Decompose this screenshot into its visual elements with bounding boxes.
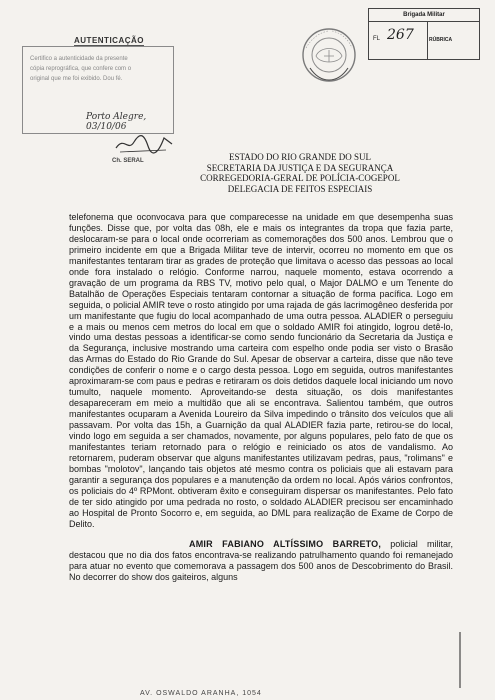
document-body bbox=[69, 212, 453, 582]
header-line-state: ESTADO DO RIO GRANDE DO SUL bbox=[228, 152, 372, 162]
document-header bbox=[180, 152, 420, 194]
authentication-line-3: original que me foi exibido. Dou fé. bbox=[30, 76, 123, 82]
authentication-stamp bbox=[22, 30, 172, 164]
body-paragraph-1: telefonema que oconvocava para que comparecesse na unidade em que desempenha suas funções. Disse que, por volta das 08h, ele e mais os integrantes da tropa que fazia parte, deslocaram-se para o local onde ocorreriam as comemorações dos 500 anos. Lembrou que o primeiro incidente em que a Brigada Militar teve de intervir, ocorreu no momento em que os manifestantes tentaram tirar as grades de proteção que limitava o acesso das pessoas ao local onde fora instalado o relógio. Conforme narrou, naquele momento, estava ocorrendo a gravação de um programa da RBS TV, motivo pelo qual, o Major DALMO e um Tenente do Batalhão de Operações Especiais tentaram contornar a situação de forma pacífica. Logo em seguida, o policial AMIR teve o rosto atingido por uma rajada de gás lacrimogêneo desferida por um manifestante que fugiu do local acompanhado de uma outra pessoa. ALADIER o perseguiu e a mais ou menos cem metros do local em que o soldado AMIR foi atingido, logrou detê-lo, vindo uma destas pessoas a identificar-se como sendo funcionário da Secretaria da Justiça e da Segurança, inclusive mostrando uma carteira com espelho onde podia ser visto o Brasão das Armas do Estado do Rio Grande do Sul. Apesar de observar a carteira, disse que não teve condições de conferir o nome e o cargo desta pessoa. Logo em seguida, outros manifestantes aproximaram-se com paus e pedras e retiraram os dois detidos daquele local iniciando um novo tumulto, naquele momento. Aproveitando-se desta situação, os dois manifestantes desapareceram em meio a multidão que ali se encontrava. Salientou também, que outros manifestantes ocuparam a Avenida Loureiro da Silva impedindo o trânsito dos veículos que ali passavam. Por volta das 15h, a Guarnição da qual ALADIER fazia parte, retirou-se do local, vindo logo em seguida a ser chamados, novamente, por alguns populares, pelo fato de que os manifestantes teriam retornado para o relógio e reiniciado os atos de vandalismo. Ao retornarem, puderam observar que alguns manifestantes utilizavam pedras, paus, "rolimans" e bombas "molotov", lançando tais objetos até mesmo contra os policiais que ali estavam para garantir a segurança dos populares e a manutenção da ordem no local. Após vários confrontos, os policiais do 4º RPMont. obtiveram êxito e conseguiram dispersar os manifestantes. Pelo fato de ter sido atingido por uma pedrada no rosto, o soldado ALADIER precisou ser encaminhado ao Hospital de Pronto Socorro e, em seguida, ao DML para realização de Exame de Corpo de Delito. bbox=[69, 212, 453, 529]
authentication-name: Ch. SERAL bbox=[112, 158, 144, 164]
footer-address: AV. OSWALDO ARANHA, 1054 bbox=[140, 690, 262, 697]
authentication-place-date: Porto Alegre, 03/10/06 bbox=[86, 112, 147, 132]
witness-statement: policial militar, destacou que no dia dos fatos encontrava-se realizando patrulhamento quando foi remanejado para atuar no evento que comemorava a passagem dos 500 anos de Descobrimento do Brasil. No decorrer do show dos gaiteiros, alguns bbox=[69, 538, 453, 582]
folio-stamp bbox=[368, 8, 480, 60]
folio-page-number: 267 bbox=[387, 27, 414, 43]
authentication-line-2: cópia reprográfica, que confere com o bbox=[30, 66, 132, 72]
margin-mark-icon bbox=[458, 632, 462, 688]
folio-header: Brigada Militar bbox=[369, 9, 479, 22]
signature-icon bbox=[114, 130, 174, 156]
folio-divider bbox=[427, 21, 428, 59]
official-seal-icon bbox=[300, 26, 358, 84]
header-line-secretariat: SECRETARIA DA JUSTIÇA E DA SEGURANÇA bbox=[206, 162, 394, 173]
folio-label: FL bbox=[373, 36, 381, 42]
witness-name: AMIR FABIANO ALTÍSSIMO BARRETO, bbox=[189, 538, 382, 549]
folio-rubrica-label: RÚBRICA bbox=[429, 37, 453, 43]
header-line-corregedoria: CORREGEDORIA-GERAL DE POLÍCIA-COGEPOL bbox=[200, 173, 400, 183]
authentication-line-1: Certifico a autenticidade da presente bbox=[30, 56, 128, 62]
authentication-title: AUTENTICAÇÃO bbox=[74, 36, 144, 45]
header-line-delegacia: DELEGACIA DE FEITOS ESPECIAIS bbox=[227, 183, 373, 194]
body-paragraph-2 bbox=[69, 539, 453, 583]
